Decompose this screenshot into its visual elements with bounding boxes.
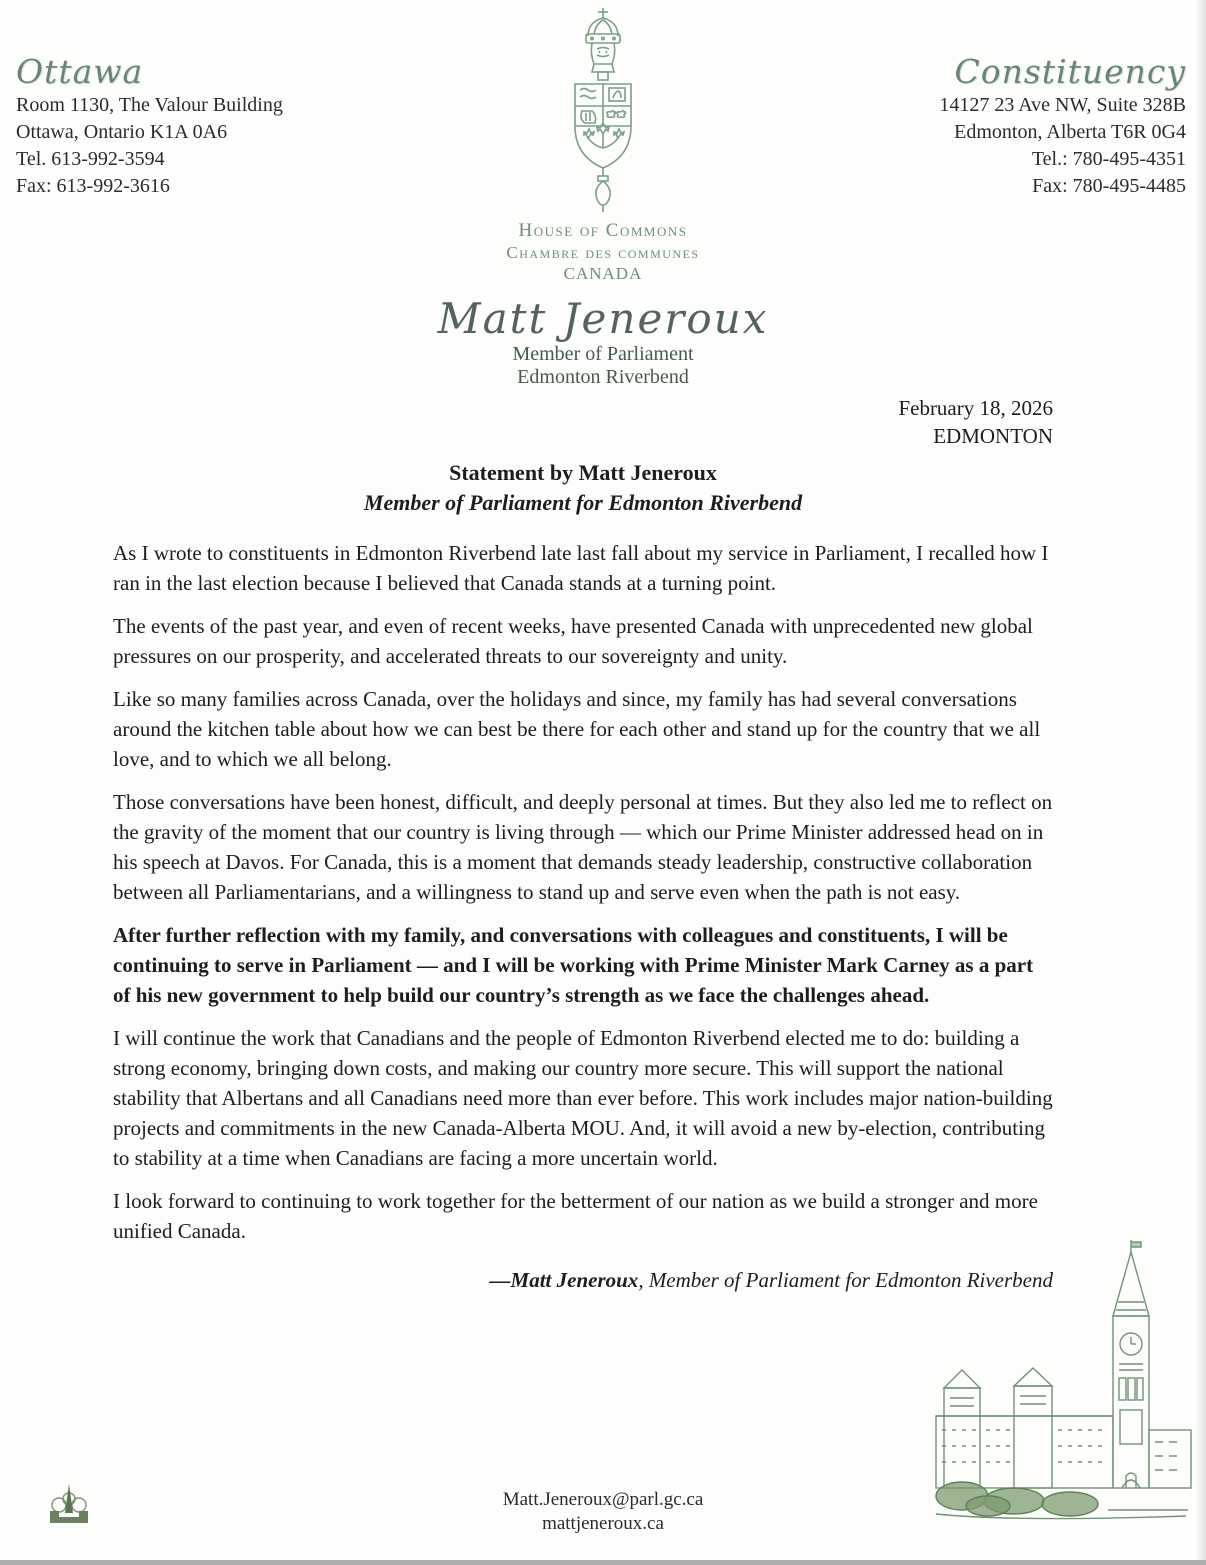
letter-body [113, 394, 1053, 1294]
ottawa-title: Ottawa [16, 52, 144, 91]
footer-website: mattjeneroux.ca [542, 1513, 664, 1534]
address-line: Edmonton, Alberta T6R 0G4 [954, 121, 1186, 143]
parliament-building-sketch-icon [928, 1238, 1200, 1555]
house-of-commons-crest-icon [0, 6, 1206, 219]
signature-name: —Matt Jeneroux [489, 1268, 639, 1292]
statement-paragraph: I look forward to continuing to work together for the betterment of our nation as we build a stronger and more unified Canada. [113, 1189, 1038, 1243]
address-line: Tel.: 780-495-4351 [1031, 148, 1186, 170]
address-line: Fax: 613-992-3616 [16, 175, 170, 197]
address-line: Ottawa, Ontario K1A 0A6 [16, 121, 228, 143]
date-place-block [113, 394, 1053, 450]
statement-paragraph: As I wrote to constituents in Edmonton Riverbend late last fall about my service in Parliament, I recalled how I ran in the last election because I believed that Canada stands at a turning point. [113, 541, 1049, 595]
constituency-title: Constituency [954, 52, 1186, 91]
address-line: Tel. 613-992-3594 [16, 148, 165, 170]
letter-place: EDMONTON [933, 424, 1053, 448]
statement-paragraph: I will continue the work that Canadians and the people of Edmonton Riverbend elected me to do: building a strong economy, bringing down costs, and making our country more secure. This will support the national stability that Albertans and all Canadians need more than ever before. This work includes major nation-building projects and commitments in the new Canada-Alberta MOU. And, it will avoid a new by-election, contributing to stability at a time when Canadians are facing a more uncertain world. [113, 1026, 1053, 1170]
statement-subtitle: Member of Parliament for Edmonton Riverbend [363, 490, 803, 515]
address-line: Fax: 780-495-4485 [1032, 175, 1186, 197]
scan-edge-bottom [0, 1560, 1206, 1565]
statement-title: Statement by Matt Jeneroux [449, 460, 717, 485]
statement-paragraph: After further reflection with my family, and conversations with colleagues and constituents, I will be continuing to serve in Parliament — and I will be working with Prime Minister Mark Carney as a part of his new government to help build our country’s strength as we face the challenges ahead. [113, 923, 1034, 1007]
member-title: Member of Parliament [512, 343, 694, 365]
org-name-block [0, 219, 1206, 285]
signature-line [113, 1266, 1053, 1294]
green-tower-planter-logo-icon [46, 1483, 92, 1532]
statement-paragraph: The events of the past year, and even of recent weeks, have presented Canada with unprecedented new global pressures on our prosperity, and accelerated threats to our sovereignty and unity. [113, 614, 1033, 668]
org-name-country: CANADA [563, 264, 643, 283]
signature-title: , Member of Parliament for Edmonton Riverbend [638, 1268, 1053, 1292]
address-line: 14127 23 Ave NW, Suite 328B [939, 94, 1186, 116]
statement-heading [113, 458, 1053, 518]
scan-edge-right [1195, 0, 1206, 1565]
letter-date: February 18, 2026 [898, 396, 1053, 420]
footer-email: Matt.Jeneroux@parl.gc.ca [502, 1489, 704, 1510]
member-identity-block [0, 295, 1206, 389]
member-name-script: Matt Jeneroux [437, 294, 769, 343]
member-riding: Edmonton Riverbend [517, 366, 689, 388]
statement-paragraph: Those conversations have been honest, difficult, and deeply personal at times. But they also led me to reflect on the gravity of the moment that our country is living through — which our Prime Minister addressed head on in his speech at Davos. For Canada, this is a moment that demands steady leadership, constructive collaboration between all Parliamentarians, and a willingness to stand up and serve even when the path is not easy. [113, 790, 1053, 904]
org-name-french: Chambre des communes [506, 243, 700, 262]
address-line: Room 1130, The Valour Building [16, 94, 283, 116]
statement-paragraph: Like so many families across Canada, over the holidays and since, my family has had several conversations around the kitchen table about how we can best be there for each other and stand up for the country that we all love, and to which we all belong. [113, 687, 1041, 771]
statement-paragraphs [113, 538, 1053, 1246]
org-name-english: House of Commons [518, 220, 688, 241]
